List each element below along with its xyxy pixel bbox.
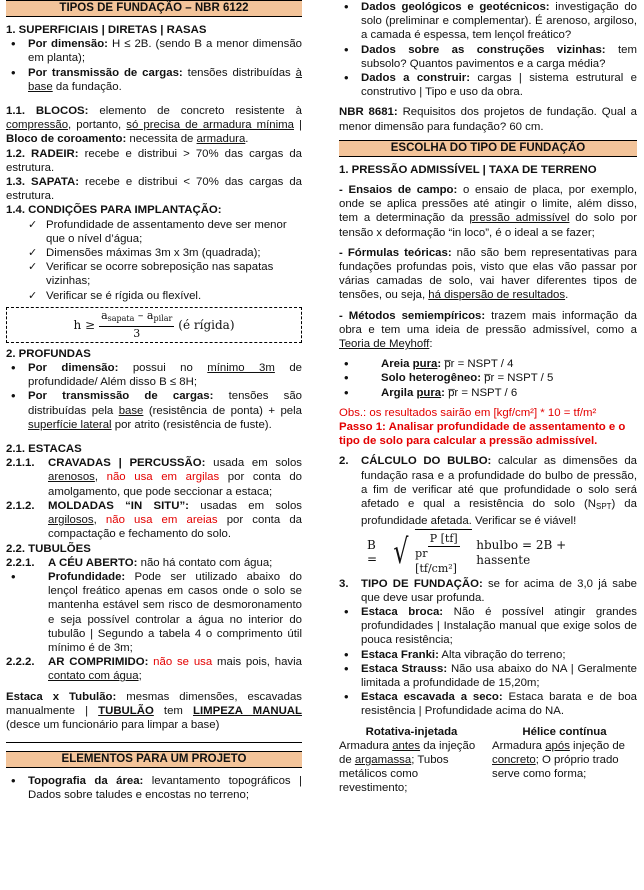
check-item: ✓ Verificar se ocorre sobreposição nas sapatas vizinhas; (6, 260, 302, 288)
item-ceu-aberto: 2.2.1. A CÉU ABERTO: não há contato com água; (6, 556, 273, 569)
heading-superficiais: 1. SUPERFICIAIS | DIRETAS | RASAS (6, 24, 207, 36)
heading-tubuloes: 2.2. TUBULÕES (6, 542, 91, 555)
bullet-franki: • Estaca Franki: Alta vibração do terreno; (339, 648, 637, 662)
check-item: ✓ Verificar se é rígida ou flexível. (6, 289, 302, 303)
right-column (339, 0, 637, 796)
bullet-dimensao: • Por dimensão: H ≤ 2B. (sendo B a menor dimensão em planta); (6, 37, 302, 65)
meyhoff-heterogeneo: • Solo heterogêneo: p̅r = NSPT / 5 (339, 371, 637, 385)
item-moldadas: 2.1.2. MOLDADAS “IN SITU”: usadas em solos argilosos, não usa em areias por conta da compactação e fechamento do solo. (6, 499, 302, 541)
item-condicoes: 1.4. CONDIÇÕES PARA IMPLANTAÇÃO: (6, 204, 222, 217)
bullet-topografia: • Topografia da área: levantamento topográficos | Dados sobre taludes e encostas no terreno; (6, 774, 302, 802)
estaca-x-tubulao: Estaca x Tubulão: mesmas dimensões, escavadas manualmente | TUBULÃO tem LIMPEZA MANUAL (desce um funcionário para limpar a base) (6, 690, 302, 731)
heading-profundas: 2. PROFUNDAS (6, 347, 91, 360)
comparison-table (339, 725, 637, 796)
divider (6, 742, 302, 743)
bullet-strauss: • Estaca Strauss: Não usa abaixo do NA | Geralmente limitada a profundidade de 15,20m; (339, 662, 637, 690)
left-column (6, 0, 302, 803)
item-ar-comprimido: 2.2.2. AR COMPRIMIDO: não se usa mais pois, havia contato com água; (6, 656, 302, 683)
heading-pressao: 1. PRESSÃO ADMISSÍVEL | TAXA DE TERRENO (339, 163, 597, 176)
bulbo-formula: B = √ $\frac{P [tf]}{\text{pr [tf/cm²]}}$ hbulbo = 2B + hassente (339, 529, 637, 577)
bullet-profundidade: • Profundidade: Pode ser utilizado abaixo do lençol freático apenas em casos onde o solo se mantenha estável sem risco de desmoronamento e seja possível controlar a água no interior do tubulão | Segundo a tabela 4 o comprimento útil mínimo é de 3m; (6, 570, 302, 655)
ensaios-campo: - Ensaios de campo: o ensaio de placa, por exemplo, onde se aplica pressões até atingir o limite, além disso, tem a determinação da pressão admissível do solo por tensão x deformação “in loco”, é o ideal a se fazer; (339, 184, 637, 239)
bullet-geologicos: • Dados geológicos e geotécnicos: investigação do solo (preliminar e complementar). É arenoso, argiloso, a camada é espessa, tem lençol freático? (339, 0, 637, 43)
item-radeir: 1.2. RADEIR: recebe e distribui > 70% das cargas da estrutura. (6, 147, 303, 174)
helice-continua: Hélice contínua Armadura após injeção de concreto; O próprio trado serve como forma; (492, 725, 625, 781)
bullet-transmissao: • Por transmissão de cargas: tensões distribuídas à base da fundação. (6, 66, 302, 94)
bullet-broca: • Estaca broca: Não é possível atingir grandes profundidades | Instalação manual que exige solos de pouca resistência; (339, 605, 637, 648)
item-cravadas: 2.1.1. CRAVADAS | PERCUSSÃO: usada em solos arenosos, não usa em argilas por conta do amolgamento, que pode seccionar a estaca; (6, 457, 302, 498)
passo-1: Passo 1: Analisar profundidade de assentamento e o tipo de solo para calcular a pressão admissível. (339, 421, 626, 448)
heading-estacas: 2.1. ESTACAS (6, 443, 82, 456)
meyhoff-argila: • Argila pura: p̅r = NSPT / 6 (339, 386, 637, 400)
rigidity-formula: h ≥ $\frac{a_{sapata} - a_{pilar}}{3}$ (é rígida) (6, 307, 302, 343)
check-item: ✓ Dimensões máximas 3m x 3m (quadrada); (6, 246, 302, 260)
meyhoff-areia: • Areia pura: p̅r = NSPT / 4 (339, 357, 637, 371)
obs-units: Obs.: os resultados sairão em [kgf/cm²] * 10 = tf/m² (339, 406, 597, 419)
section-header-tipos: TIPOS DE FUNDAÇÃO – NBR 6122 (6, 0, 302, 17)
nbr-8681: NBR 8681: Requisitos dos projetos de fundação. Qual a menor dimensão para fundação? 60 cm. (339, 106, 637, 133)
item-sapata: 1.3. SAPATA: recebe e distribui < 70% das cargas da estrutura. (6, 176, 303, 203)
bullet-vizinhas: • Dados sobre as construções vizinhas: tem subsolo? Quantos pavimentos e a carga média? (339, 43, 637, 71)
item-blocos: 1.1. BLOCOS: elemento de concreto resistente à compressão, portanto, só precisa de armadura mínima | Bloco de coroamento: necessita de armadura. (6, 105, 303, 146)
item-bulbo: 2. CÁLCULO DO BULBO: calcular as dimensões da fundação rasa e a profundidade do bulbo de pressão, a fim de verificar até que profundidade o solo será afetado e qual a resistência do solo (NSPT) da profundidade afetada. Verificar se é viável! (339, 455, 637, 528)
bullet-transmissao-profunda: • Por transmissão de cargas: tensões são distribuídas pela base (resistência de ponta) + pela superfície lateral por atrito (resistência de fuste). (6, 389, 302, 432)
formulas-teoricas: - Fórmulas teóricas: não são bem representativas para fundações profundas pois, visto que elas vão passar por várias camadas de solo, vai haver diferentes tipos de tensões, ou seja, há dispersão de resultados. (339, 246, 638, 302)
bullet-construir: • Dados a construir: cargas | sistema estrutural e construtivo | Tipo e uso da obra. (339, 71, 637, 99)
rotativa-injetada: Rotativa-injetada Armadura antes da injeção de argamassa; Tubos metálicos como revestimento; (339, 725, 476, 795)
item-tipo-fundacao: 3. TIPO DE FUNDAÇÃO: se for acima de 3,0 já sabe que deve usar profunda. (339, 577, 637, 604)
metodos-semiempiricos: - Métodos semiempíricos: trazem mais informação da obra e tem uma ideia de pressão admissível, como a Teoria de Meyhoff: (339, 309, 637, 351)
bullet-escavada-seco: • Estaca escavada a seco: Estaca barata e de boa resistência | Profundidade acima do NA. (339, 690, 637, 718)
check-item: ✓ Profundidade de assentamento deve ser menor que o nível d’água; (6, 218, 302, 246)
section-header-elementos: ELEMENTOS PARA UM PROJETO (6, 751, 302, 768)
section-header-escolha: ESCOLHA DO TIPO DE FUNDAÇÃO (339, 140, 637, 157)
bullet-dimensao-profunda: • Por dimensão: possui no mínimo 3m de profundidade/ Além disso B ≤ 8H; (6, 361, 302, 389)
